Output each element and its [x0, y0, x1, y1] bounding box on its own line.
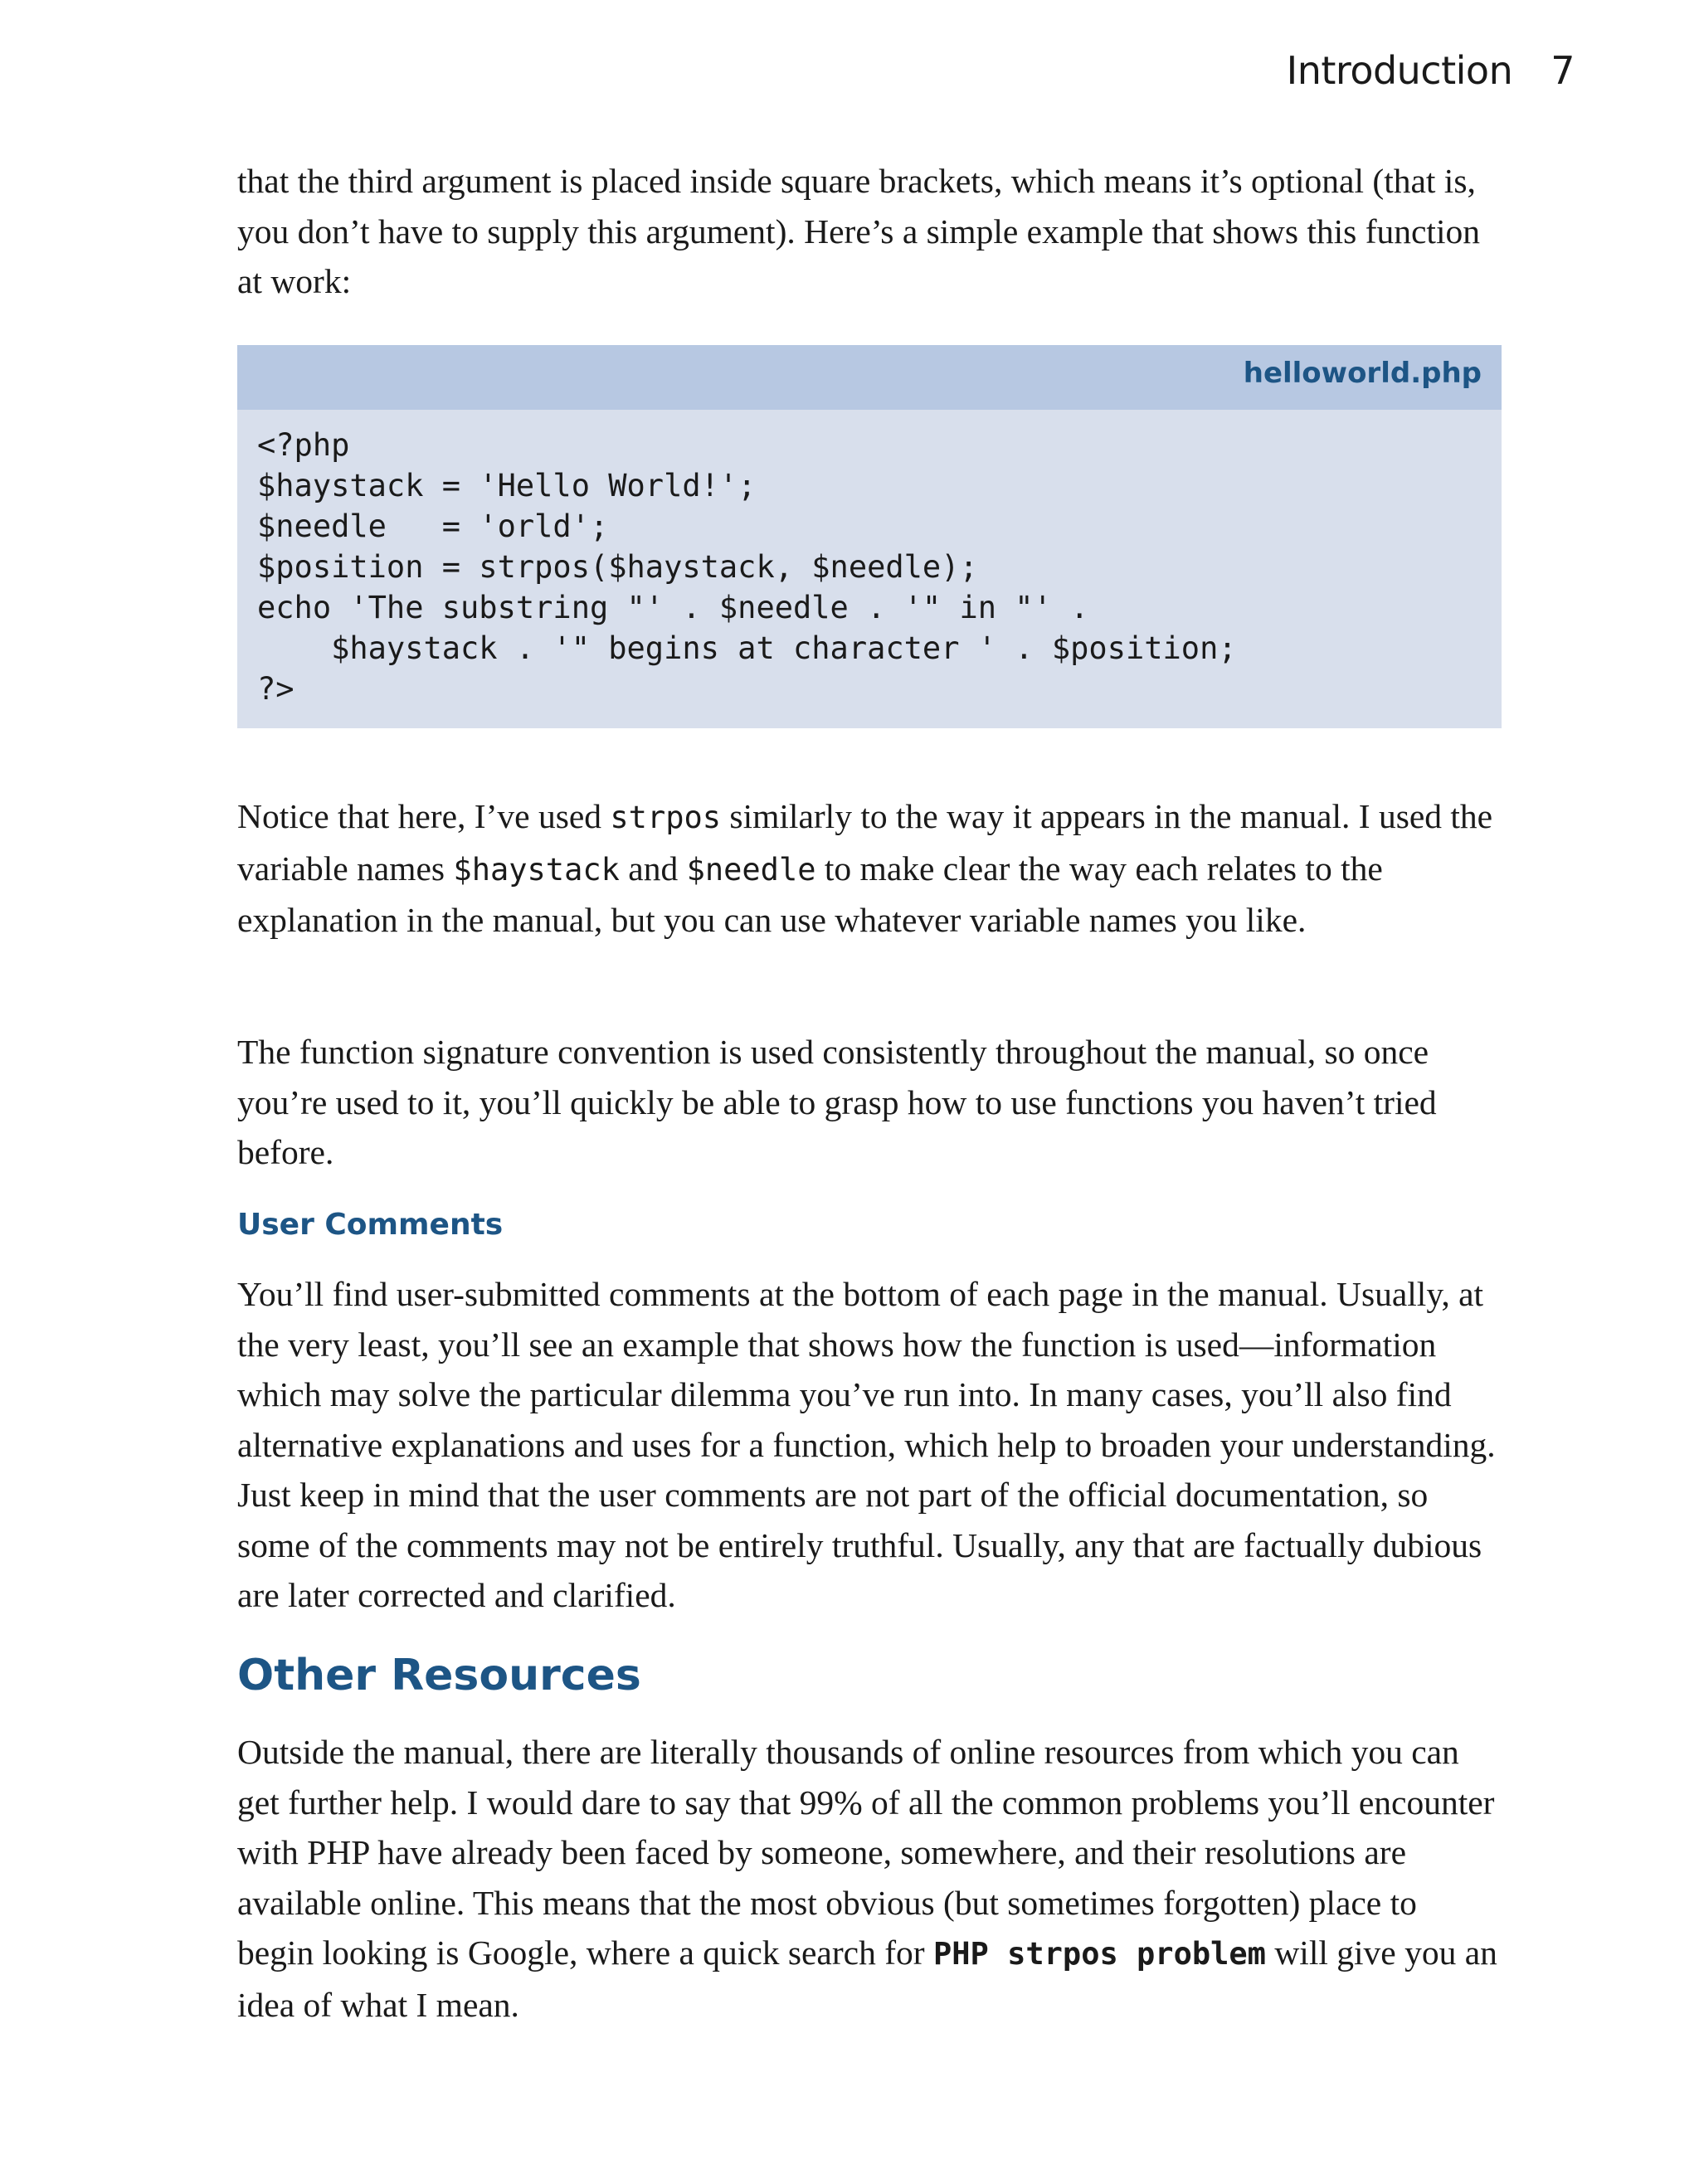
- text-run: and: [619, 849, 687, 888]
- signature-paragraph: The function signature convention is used consistently throughout the manual, so once you’re used to it, you’ll quickly be able to grasp how to use functions you haven’t tried before.: [237, 1033, 1437, 1171]
- inline-code: $haystack: [453, 851, 620, 888]
- text-run: Notice that here, I’ve used: [237, 797, 611, 835]
- intro-paragraph: that the third argument is placed inside square brackets, which means it’s optional (that is, you don’t have to supply this argument). Here’s a simple example that shows this function at work:: [237, 162, 1480, 300]
- chapter-title: Introduction: [1286, 48, 1513, 93]
- text-run: to make clear the way each relates to the explanation in the manual, but you can use whatever variable names you like.: [237, 849, 1383, 939]
- page-number: 7: [1551, 48, 1575, 93]
- code-filename: helloworld.php: [1243, 357, 1482, 390]
- search-term-code: PHP strpos problem: [932, 1936, 1266, 1972]
- inline-code: strpos: [610, 800, 722, 835]
- strpos-paragraph: [237, 791, 1502, 946]
- code-block: <?php $haystack = 'Hello World!'; $needle = 'orld'; $position = strpos($haystack, $needle); echo 'The substring "' . $needle . '" in "' . $haystack . '" begins at character ' . $position; ?>: [257, 427, 1237, 707]
- running-header: [1287, 48, 1575, 93]
- other-resources-paragraph: [237, 1727, 1502, 2030]
- other-resources-heading: Other Resources: [237, 1651, 641, 1700]
- code-listing-header: [237, 345, 1502, 410]
- user-comments-paragraph: You’ll find user-submitted comments at the bottom of each page in the manual. Usually, at the very least, you’ll see an example that shows how the function is used—information which may solve the particular dilemma you’ve run into. In many cases, you’ll also find alternative explanations and uses for a function, which help to broaden your understanding. Just keep in mind that the user comments are not part of the official documentation, so some of the comments may not be entirely truthful. Usually, any that are factually dubious are later corrected and clarified.: [237, 1275, 1496, 1614]
- text-run: will give you an idea of what I mean.: [237, 1933, 1497, 2024]
- inline-code: $needle: [686, 851, 816, 888]
- text-run: Outside the manual, there are literally thousands of online resources from which you can get further help. I would dare to say that 99% of all the common problems you’ll encounter with PHP have already been faced by someone, somewhere, and their resolutions are available online. This means that the most obvious (but sometimes forgotten) place to begin looking is Google, where a quick search for: [237, 1733, 1495, 1972]
- code-listing: [237, 345, 1502, 728]
- user-comments-heading: User Comments: [237, 1208, 504, 1242]
- text-run: similarly to the way it appears in the manual. I used the variable names: [237, 797, 1493, 888]
